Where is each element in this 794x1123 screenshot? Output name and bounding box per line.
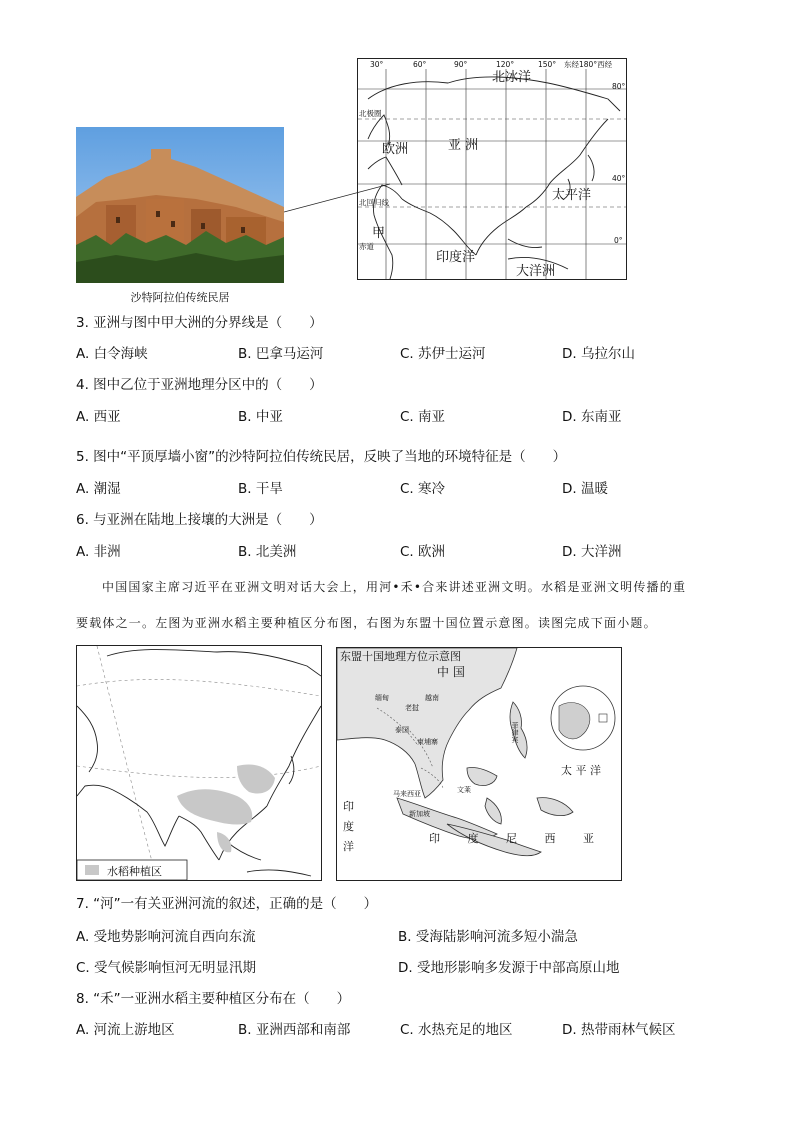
q6-option-c[interactable]: C. 欧洲 <box>400 544 446 560</box>
q4-option-a[interactable]: A. 西亚 <box>76 409 121 425</box>
laos-label: 老挝 <box>405 704 419 712</box>
question-4-stem: 4. 图中乙位于亚洲地理分区中的（ ） <box>76 377 323 393</box>
tropic-label: 北回归线 <box>359 198 389 207</box>
asean-map-title: 东盟十国地理方位示意图 <box>340 650 461 663</box>
indian-ocean-label: 印度洋 <box>436 250 476 265</box>
question-7-stem: 7. “河”一有关亚洲河流的叙述，正确的是（ ） <box>76 896 378 912</box>
intro-line-2: 要载体之一。左图为亚洲水稻主要种植区分布图，右图为东盟十国位置示意图。读图完成下面小题。 <box>76 616 657 630</box>
jia-label: 甲 <box>372 226 386 241</box>
lon-label: 120° <box>496 60 515 69</box>
q5-option-b[interactable]: B. 干旱 <box>238 481 283 497</box>
indonesia-label: 印 度 尼 西 亚 <box>429 832 606 845</box>
lon-label: 90° <box>454 60 468 69</box>
q7-option-c[interactable]: C. 受气候影响恒河无明显汛期 <box>76 960 257 976</box>
q8-option-d[interactable]: D. 热带雨林气候区 <box>562 1022 676 1038</box>
q3-option-b[interactable]: B. 巴拿马运河 <box>238 346 324 362</box>
q8-option-b[interactable]: B. 亚洲西部和南部 <box>238 1022 351 1038</box>
q7-option-b[interactable]: B. 受海陆影响河流多短小湍急 <box>398 929 578 945</box>
lon-label: 150° <box>538 60 557 69</box>
question-5-stem: 5. 图中“平顶厚墙小窗”的沙特阿拉伯传统民居，反映了当地的环境特征是（ ） <box>76 449 567 465</box>
q5-option-a[interactable]: A. 潮湿 <box>76 481 121 497</box>
arctic-ocean-label: 北冰洋 <box>492 70 532 85</box>
q7-option-a[interactable]: A. 受地势影响河流自西向东流 <box>76 929 256 945</box>
rice-legend-label: 水稻种植区 <box>107 865 162 878</box>
question-8-stem: 8. “禾”一亚洲水稻主要种植区分布在（ ） <box>76 991 351 1007</box>
q6-option-a[interactable]: A. 非洲 <box>76 544 121 560</box>
q4-option-b[interactable]: B. 中亚 <box>238 409 283 425</box>
q6-option-b[interactable]: B. 北美洲 <box>238 544 297 560</box>
brunei-label: 文莱 <box>457 786 471 794</box>
asia-label: 亚 洲 <box>448 138 479 153</box>
q5-option-c[interactable]: C. 寒冷 <box>400 481 446 497</box>
q4-option-c[interactable]: C. 南亚 <box>400 409 446 425</box>
q3-option-d[interactable]: D. 乌拉尔山 <box>562 346 635 362</box>
lat-label: 80° <box>612 82 626 91</box>
legend-swatch <box>85 865 99 875</box>
indian-ocean-char-1: 印 <box>343 800 354 813</box>
q3-option-c[interactable]: C. 苏伊士运河 <box>400 346 486 362</box>
q8-option-c[interactable]: C. 水热充足的地区 <box>400 1022 513 1038</box>
pacific-label: 太 平 洋 <box>561 764 601 777</box>
malaysia-label: 马来西亚 <box>393 790 421 798</box>
question-6-stem: 6. 与亚洲在陆地上接壤的大洲是（ ） <box>76 512 323 528</box>
lon-label: 东经180°西经 <box>564 60 613 69</box>
lat-label: 0° <box>614 236 623 245</box>
lon-label: 30° <box>370 60 384 69</box>
vietnam-label: 越南 <box>425 694 439 702</box>
asean-map <box>336 647 622 881</box>
q6-option-d[interactable]: D. 大洋洲 <box>562 544 622 560</box>
q4-option-d[interactable]: D. 东南亚 <box>562 409 622 425</box>
philippines-label: 菲律宾 <box>511 722 519 743</box>
q5-option-d[interactable]: D. 温暖 <box>562 481 608 497</box>
asia-grid-map <box>357 58 627 280</box>
rice-planting-map <box>76 645 322 881</box>
arctic-circle-label: 北极圈 <box>359 109 382 118</box>
pacific-label: 太平洋 <box>552 188 592 203</box>
singapore-label: 新加坡 <box>409 810 430 818</box>
photo-caption: 沙特阿拉伯传统民居 <box>130 291 230 304</box>
europe-label: 欧洲 <box>382 142 409 157</box>
myanmar-label: 缅甸 <box>375 694 389 702</box>
q3-option-a[interactable]: A. 白令海峡 <box>76 346 148 362</box>
equator-label: 赤道 <box>359 242 374 251</box>
intro-line-1: 中国国家主席习近平在亚洲文明对话大会上，用河•禾•合来讲述亚洲文明。水稻是亚洲文明传播的重 <box>102 580 687 594</box>
thailand-label: 泰国 <box>395 726 409 734</box>
lat-label: 40° <box>612 174 626 183</box>
indian-ocean-char-3: 洋 <box>343 840 354 853</box>
dwelling-photo <box>76 127 284 283</box>
q8-option-a[interactable]: A. 河流上游地区 <box>76 1022 175 1038</box>
indian-ocean-char-2: 度 <box>343 820 354 833</box>
cambodia-label: 柬埔寨 <box>417 738 438 746</box>
question-3-stem: 3. 亚洲与图中甲大洲的分界线是（ ） <box>76 315 323 331</box>
oceania-label: 大洋洲 <box>516 264 556 279</box>
china-label: 中 国 <box>437 665 465 679</box>
q7-option-d[interactable]: D. 受地形影响多发源于中部高原山地 <box>398 960 620 976</box>
lon-label: 60° <box>413 60 427 69</box>
